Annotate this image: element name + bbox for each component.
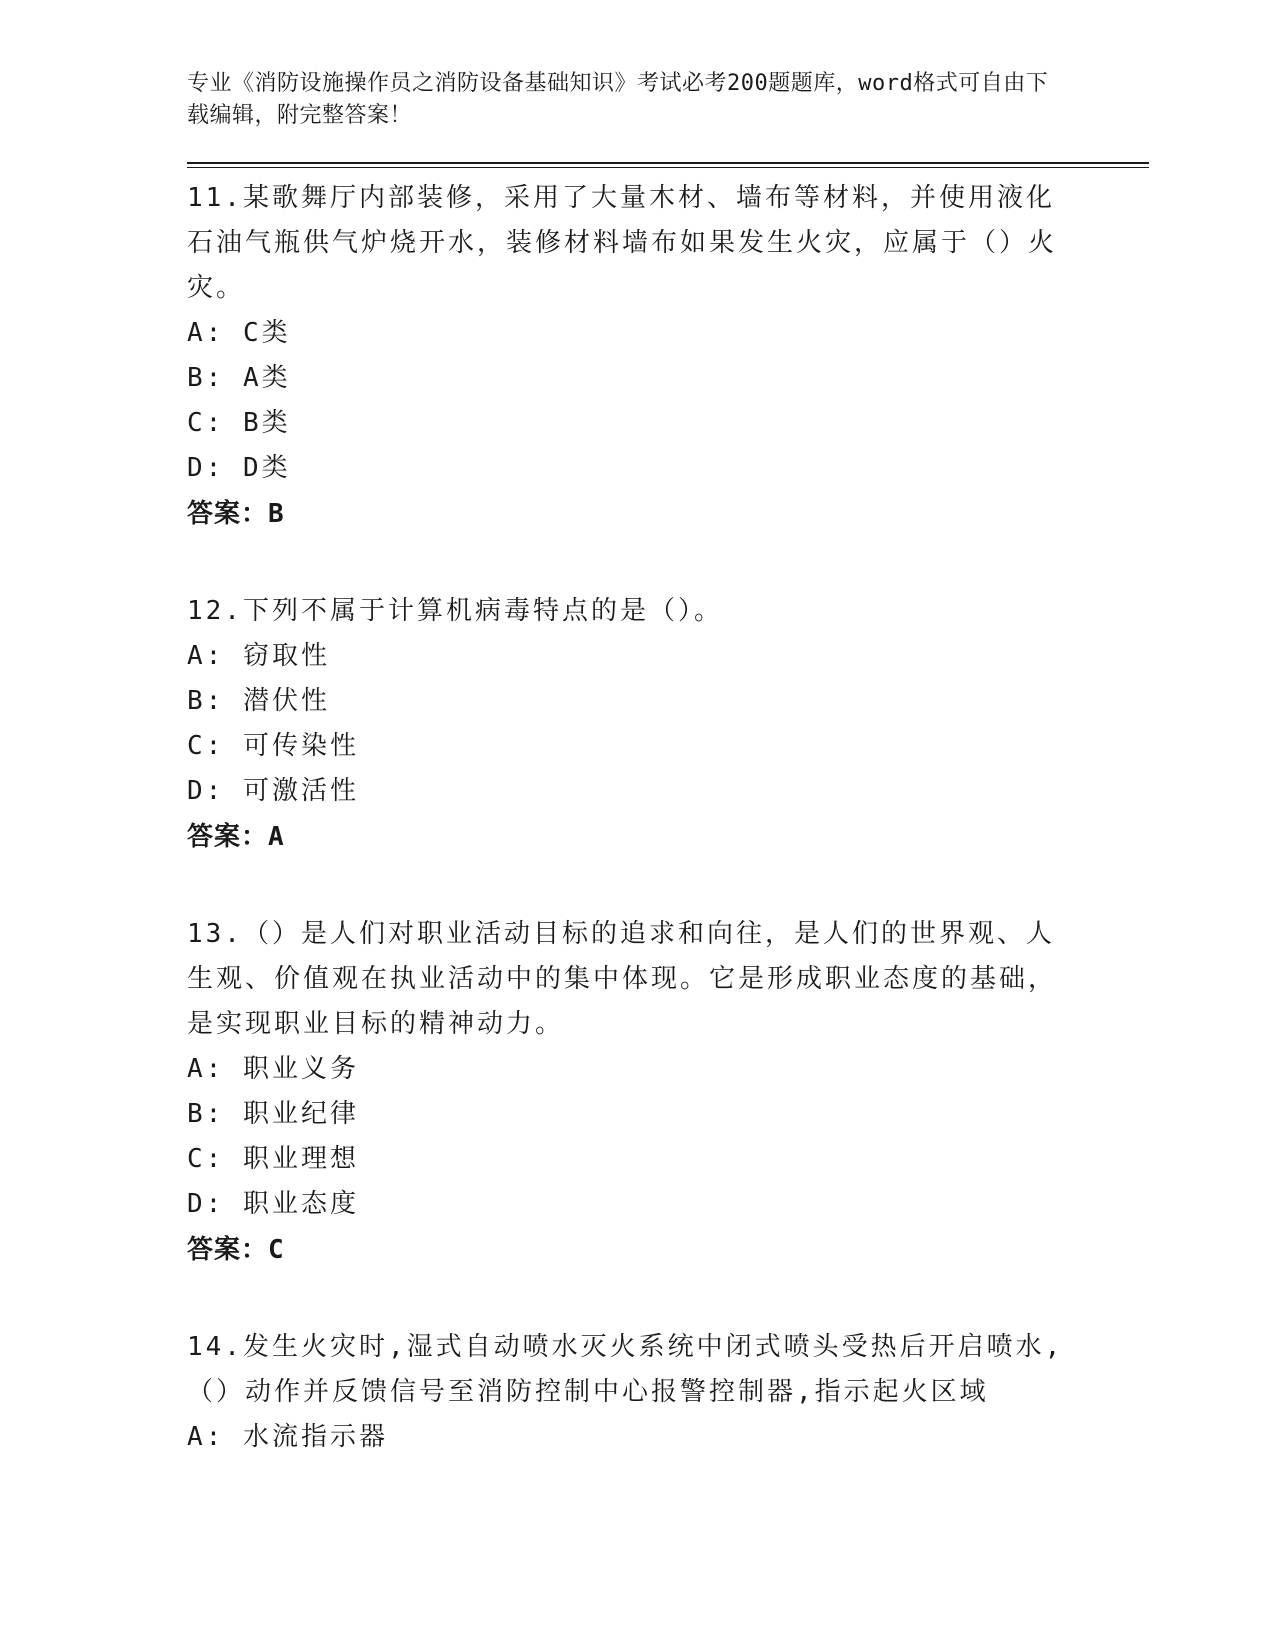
header-divider [187, 162, 1149, 168]
option-a: A: 水流指示器 [187, 1422, 388, 1452]
question-13 [187, 912, 1107, 1273]
question-stem: 12.下列不属于计算机病毒特点的是（）。 [187, 596, 723, 626]
question-12 [187, 589, 1107, 860]
option-b: B: 潜伏性 [187, 686, 330, 716]
option-d: D: D类 [187, 453, 291, 483]
option-a: A: 窃取性 [187, 641, 330, 671]
option-d: D: 可激活性 [187, 776, 359, 806]
option-c: C: B类 [187, 408, 291, 438]
question-stem: 11.某歌舞厅内部装修，采用了大量木材、墙布等材料，并使用液化石油气瓶供气炉烧开水，装修材料墙布如果发生火灾，应属于（）火灾。 [187, 183, 1058, 303]
answer: 答案：B [187, 499, 285, 529]
question-stem: 14.发生火灾时,湿式自动喷水灭火系统中闭式喷头受热后开启喷水,（）动作并反馈信号至消防控制中心报警控制器,指示起火区域 [187, 1332, 1064, 1407]
option-b: B: A类 [187, 363, 291, 393]
document-header: 专业《消防设施操作员之消防设备基础知识》考试必考200题题库，word格式可自由下载编辑，附完整答案！ [187, 71, 1049, 128]
question-14 [187, 1325, 1107, 1460]
option-c: C: 职业理想 [187, 1144, 359, 1174]
question-11 [187, 176, 1107, 537]
option-a: A: C类 [187, 318, 291, 348]
option-b: B: 职业纪律 [187, 1099, 359, 1129]
option-c: C: 可传染性 [187, 731, 359, 761]
option-a: A: 职业义务 [187, 1054, 359, 1084]
document-page [187, 68, 1107, 1460]
question-stem: 13.（）是人们对职业活动目标的追求和向往，是人们的世界观、人生观、价值观在执业活动中的集中体现。它是形成职业态度的基础，是实现职业目标的精神动力。 [187, 919, 1058, 1039]
option-d: D: 职业态度 [187, 1189, 359, 1219]
answer: 答案：A [187, 822, 285, 852]
answer: 答案：C [187, 1235, 285, 1265]
